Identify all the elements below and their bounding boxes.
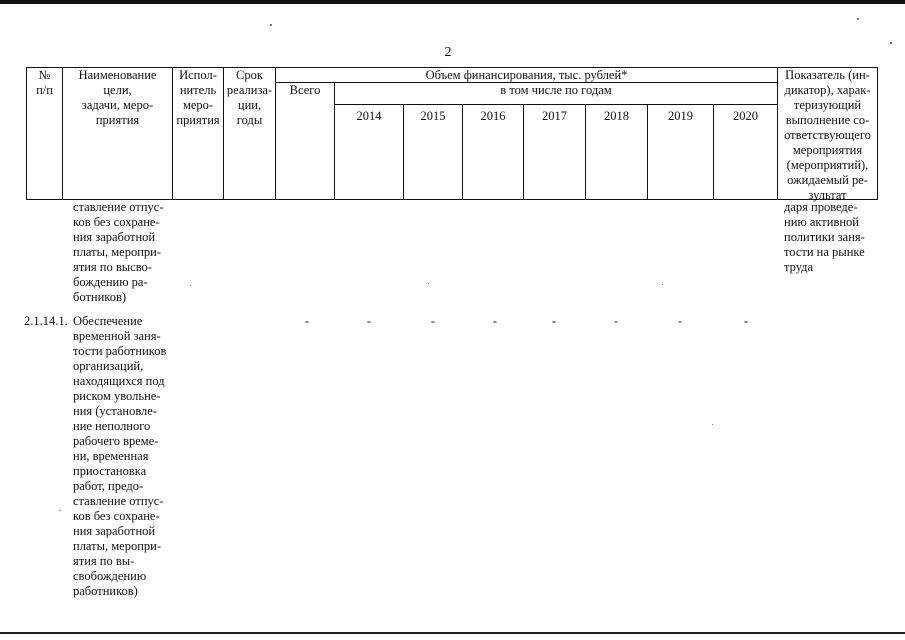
header-year-2015: 2015 (403, 104, 463, 200)
scan-speck (712, 424, 713, 425)
bottom-border (0, 632, 905, 634)
header-number: № п/п (26, 67, 63, 200)
header-funding-title: Объем финансирования, тыс. рублей* (275, 67, 778, 83)
value-2018: - (613, 314, 619, 328)
scan-speck (428, 283, 429, 284)
header-total: Всего (275, 82, 335, 200)
header-year-2016: 2016 (462, 104, 524, 200)
scan-speck (857, 18, 859, 20)
row-name: Обеспечение временной заня- тости работников организаций, находящихся под риском увольне- ния (установле- ние неполного рабочего време- ни, временная приостановка работ, предо- ставление отпус- ков без сохране- ния заработной платы, меропри- ятия по вы- свобождению работников) (73, 314, 167, 598)
header-executor: Испол- нитель меро- приятия (172, 67, 224, 200)
row-number: 2.1.14.1. (24, 314, 68, 328)
value-2020: - (743, 314, 749, 328)
scan-speck (60, 510, 61, 511)
value-2019: - (677, 314, 683, 328)
header-name: Наименование цели, задачи, меро- приятия (62, 67, 173, 200)
header-by-years: в том числе по годам (334, 82, 778, 105)
header-year-2018: 2018 (585, 104, 648, 200)
continuation-name: ставление отпус- ков без сохране- ния заработной платы, меропри- ятия по высво- бождению ра- ботников) (73, 200, 164, 304)
top-border (0, 0, 905, 4)
continuation-indicator: даря проведе- нию активной политики заня- тости на рынке труда (784, 200, 865, 274)
header-year-2014: 2014 (334, 104, 404, 200)
header-term: Срок реализа- ции, годы (223, 67, 276, 200)
header-year-2019: 2019 (647, 104, 714, 200)
scan-speck (190, 285, 191, 286)
value-2017: - (551, 314, 557, 328)
header-year-2017: 2017 (523, 104, 586, 200)
page-number: 2 (444, 45, 452, 60)
value-2016: - (492, 314, 498, 328)
scan-speck (270, 24, 272, 26)
value-2014: - (366, 314, 372, 328)
scan-speck (662, 284, 663, 285)
header-indicator: Показатель (ин- дикатор), харак- теризующий выполнение со- ответствующего мероприятия (мероприятий), ожидаемый ре- зультат (777, 67, 878, 200)
header-year-2020: 2020 (713, 104, 778, 200)
scan-speck (890, 42, 892, 44)
value-2015: - (430, 314, 436, 328)
value-total: - (304, 314, 310, 328)
